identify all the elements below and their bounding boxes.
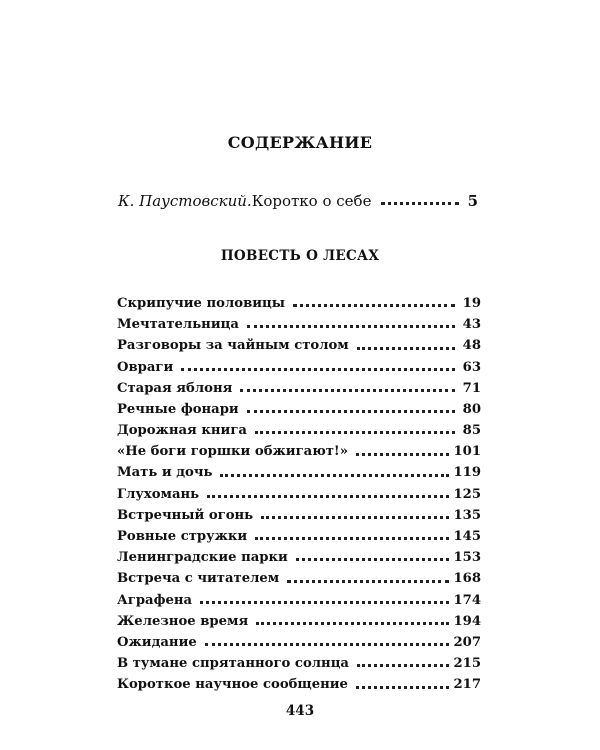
toc-entry-page: 19 xyxy=(462,295,481,311)
toc-entry xyxy=(117,480,481,501)
dot-leader xyxy=(220,474,449,477)
contents-heading: СОДЕРЖАНИЕ xyxy=(227,133,373,152)
toc-entry xyxy=(117,586,481,607)
toc-entry xyxy=(117,437,481,458)
dot-leader xyxy=(256,622,449,625)
toc-entry-page: 101 xyxy=(453,444,481,460)
toc-entry-page: 71 xyxy=(462,380,481,396)
toc-entry-title: Старая яблоня xyxy=(117,380,233,396)
toc-entry xyxy=(117,543,481,564)
dot-leader xyxy=(287,580,449,583)
toc-entry-title: Встреча с читателем xyxy=(117,571,280,587)
toc-entry-page: 119 xyxy=(453,465,481,481)
toc-entry-page: 63 xyxy=(462,359,481,375)
toc-entry xyxy=(117,395,481,416)
author-entry xyxy=(118,188,478,210)
page-number-folio: 443 xyxy=(285,703,315,719)
toc-list xyxy=(117,289,481,692)
toc-entry-page: 135 xyxy=(453,507,481,523)
toc-entry-title: Ожидание xyxy=(117,634,197,650)
toc-entry-page: 217 xyxy=(453,677,481,693)
toc-entry-title: Глухомань xyxy=(117,486,200,502)
toc-entry-title: Ровные стружки xyxy=(117,529,248,545)
author-name: К. Паустовский. xyxy=(118,192,252,210)
toc-entry-title: Дорожная книга xyxy=(117,423,247,439)
toc-entry-page: 207 xyxy=(453,634,481,650)
section-heading: ПОВЕСТЬ О ЛЕСАХ xyxy=(220,248,380,264)
toc-entry xyxy=(117,459,481,480)
toc-entry-page: 80 xyxy=(462,401,481,417)
toc-entry xyxy=(117,670,481,691)
toc-entry-page: 125 xyxy=(453,486,481,502)
toc-entry xyxy=(117,628,481,649)
author-entry-page: 5 xyxy=(467,192,478,210)
dot-leader xyxy=(181,368,455,371)
toc-entry-page: 85 xyxy=(462,423,481,439)
dot-leader xyxy=(261,516,449,519)
author-essay-title: Коротко о себе xyxy=(251,192,372,210)
toc-entry-page: 48 xyxy=(462,338,481,354)
toc-entry-title: В тумане спрятанного солнца xyxy=(117,656,349,672)
toc-entry xyxy=(117,501,481,522)
toc-entry xyxy=(117,649,481,670)
dot-leader xyxy=(296,558,450,561)
dot-leader xyxy=(293,304,455,307)
dot-leader xyxy=(255,431,455,434)
toc-entry-page: 145 xyxy=(453,529,481,545)
dot-leader xyxy=(247,325,455,328)
toc-entry-title: Скрипучие половицы xyxy=(117,295,285,311)
toc-entry-title: Встречный огонь xyxy=(117,507,254,523)
toc-entry-page: 174 xyxy=(453,592,481,608)
dot-leader xyxy=(357,347,455,350)
toc-entry xyxy=(117,522,481,543)
toc-entry-title: «Не боги горшки обжигают!» xyxy=(117,444,348,460)
toc-entry xyxy=(117,353,481,374)
dot-leader xyxy=(255,537,449,540)
toc-entry-title: Мать и дочь xyxy=(117,465,213,481)
toc-entry-title: Речные фонари xyxy=(117,401,239,417)
toc-entry-page: 153 xyxy=(453,550,481,566)
dot-leader xyxy=(247,410,455,413)
toc-entry-page: 43 xyxy=(462,317,481,333)
toc-entry-title: Овраги xyxy=(117,359,174,375)
dot-leader xyxy=(205,643,450,646)
toc-entry-title: Мечтательница xyxy=(117,317,239,333)
toc-entry xyxy=(117,564,481,585)
dot-leader xyxy=(240,389,455,392)
dot-leader xyxy=(356,686,450,689)
toc-entry-title: Ленинградские парки xyxy=(117,550,288,566)
toc-entry-page: 168 xyxy=(453,571,481,587)
toc-entry-title: Короткое научное сообщение xyxy=(117,677,348,693)
dot-leader xyxy=(357,664,449,667)
toc-entry-title: Аграфена xyxy=(117,592,193,608)
toc-entry xyxy=(117,416,481,437)
toc-entry-page: 194 xyxy=(453,613,481,629)
toc-entry xyxy=(117,374,481,395)
dot-leader xyxy=(356,453,450,456)
toc-entry-title: Разговоры за чайным столом xyxy=(117,338,349,354)
toc-entry xyxy=(117,310,481,331)
toc-entry-title: Железное время xyxy=(117,613,249,629)
toc-entry xyxy=(117,607,481,628)
toc-entry xyxy=(117,289,481,310)
dot-leader xyxy=(207,495,449,498)
dot-leader xyxy=(381,202,459,205)
dot-leader xyxy=(200,601,449,604)
toc-entry xyxy=(117,331,481,352)
toc-entry-page: 215 xyxy=(453,656,481,672)
